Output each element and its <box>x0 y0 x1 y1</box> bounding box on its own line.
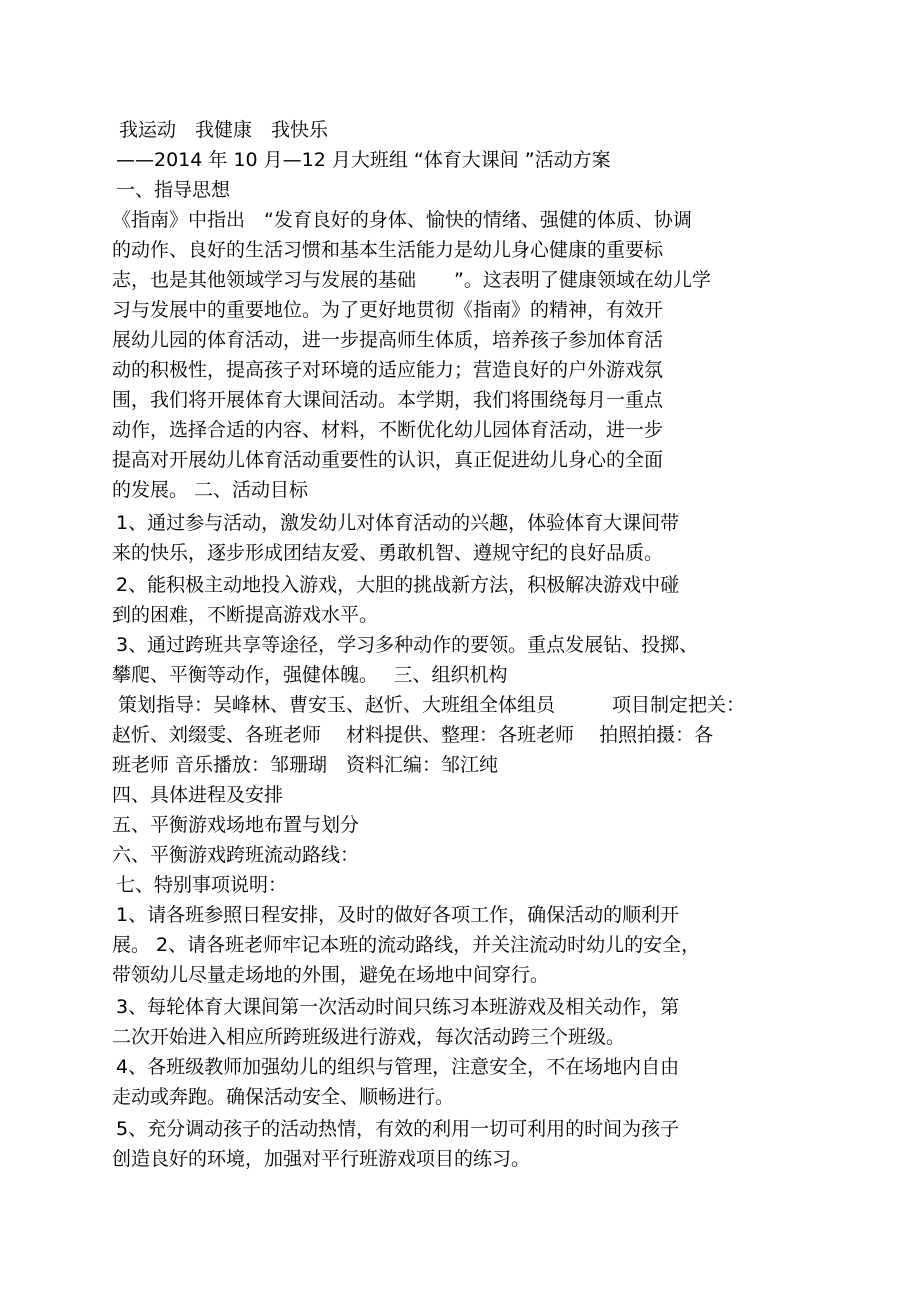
goal-item: 1、通过参与活动，激发幼儿对体育活动的兴趣，体验体育大课间带 <box>116 512 680 534</box>
text-line: 二次开始进入相应所跨班级进行游戏，每次活动跨三个班级。 <box>112 1026 626 1048</box>
note-item: 5、充分调动孩子的活动热情，有效的利用一切可利用的时间为孩子 <box>116 1118 680 1140</box>
text-line: 习与发展中的重要地位。为了更好地贯彻《指南》的精神，有效开 <box>112 299 664 321</box>
text-line: 展幼儿园的体育活动，进一步提高师生体质，培养孩子参加体育活 <box>112 329 664 351</box>
note-item: 4、各班级教师加强幼儿的组织与管理，注意安全，不在场地内自由 <box>116 1056 680 1078</box>
section-heading-6: 六、平衡游戏跨班流动路线： <box>112 844 360 866</box>
org-line: 班老师 音乐播放：邹珊瑚 资料汇编：邹江纯 <box>112 754 499 776</box>
text-line: 围，我们将开展体育大课间活动。本学期，我们将围绕每月一重点 <box>112 389 664 411</box>
text-line: 来的快乐，逐步形成团结友爱、勇敢机智、遵规守纪的良好品质。 <box>112 542 664 564</box>
section-heading-4: 四、具体进程及安排 <box>112 784 284 806</box>
text-line: 创造良好的环境，加强对平行班游戏项目的练习。 <box>112 1148 531 1170</box>
text-line: 的动作、良好的生活习惯和基本生活能力是幼儿身心健康的重要标 <box>112 239 664 261</box>
section-heading-5: 五、平衡游戏场地布置与划分 <box>112 814 360 836</box>
note-item: 3、每轮体育大课间第一次活动时间只练习本班游戏及相关动作，第 <box>116 996 680 1018</box>
document-title: 我运动 我健康 我快乐 <box>119 119 329 141</box>
note-item: 展。 2、请各班老师牢记本班的流动路线，并关注流动时幼儿的安全， <box>112 934 701 956</box>
text-line: 走动或奔跑。确保活动安全、顺畅进行。 <box>112 1086 455 1108</box>
text-line: 攀爬、平衡等动作，强健体魄。 三、组织机构 <box>112 664 508 686</box>
section-heading-1: 一、指导思想 <box>116 179 231 201</box>
text-line: 动的积极性，提高孩子对环境的适应能力；营造良好的户外游戏氛 <box>112 359 664 381</box>
org-line: 策划指导：吴峰林、曹安玉、赵忻、大班组全体组员 项目制定把关： <box>118 694 746 716</box>
goal-item: 2、能积极主动地投入游戏，大胆的挑战新方法，积极解决游戏中碰 <box>116 574 680 596</box>
text-line: 带领幼儿尽量走场地的外围，避免在场地中间穿行。 <box>112 964 550 986</box>
text-line: 提高对开展幼儿体育活动重要性的认识，真正促进幼儿身心的全面 <box>112 449 664 471</box>
org-line: 赵忻、刘缀雯、各班老师 材料提供、整理：各班老师 拍照拍摄：各 <box>112 724 714 746</box>
note-item: 1、请各班参照日程安排，及时的做好各项工作，确保活动的顺利开 <box>116 904 680 926</box>
text-line: 到的困难，不断提高游戏水平。 <box>112 604 379 626</box>
text-line: 动作，选择合适的内容、材料，不断优化幼儿园体育活动，进一步 <box>112 419 664 441</box>
text-line: 《指南》中指出 “发育良好的身体、愉快的情绪、强健的体质、协调 <box>112 209 692 231</box>
text-line: 志，也是其他领域学习与发展的基础 ”。这表明了健康领域在幼儿学 <box>112 269 711 291</box>
section-heading-7: 七、特别事项说明： <box>116 874 288 896</box>
document-subtitle: ——2014 年 10 月—12 月大班组 “体育大课间 ”活动方案 <box>116 149 611 171</box>
text-line: 的发展。 二、活动目标 <box>112 479 309 501</box>
goal-item: 3、通过跨班共享等途径，学习多种动作的要领。重点发展钻、投掷、 <box>116 634 699 656</box>
